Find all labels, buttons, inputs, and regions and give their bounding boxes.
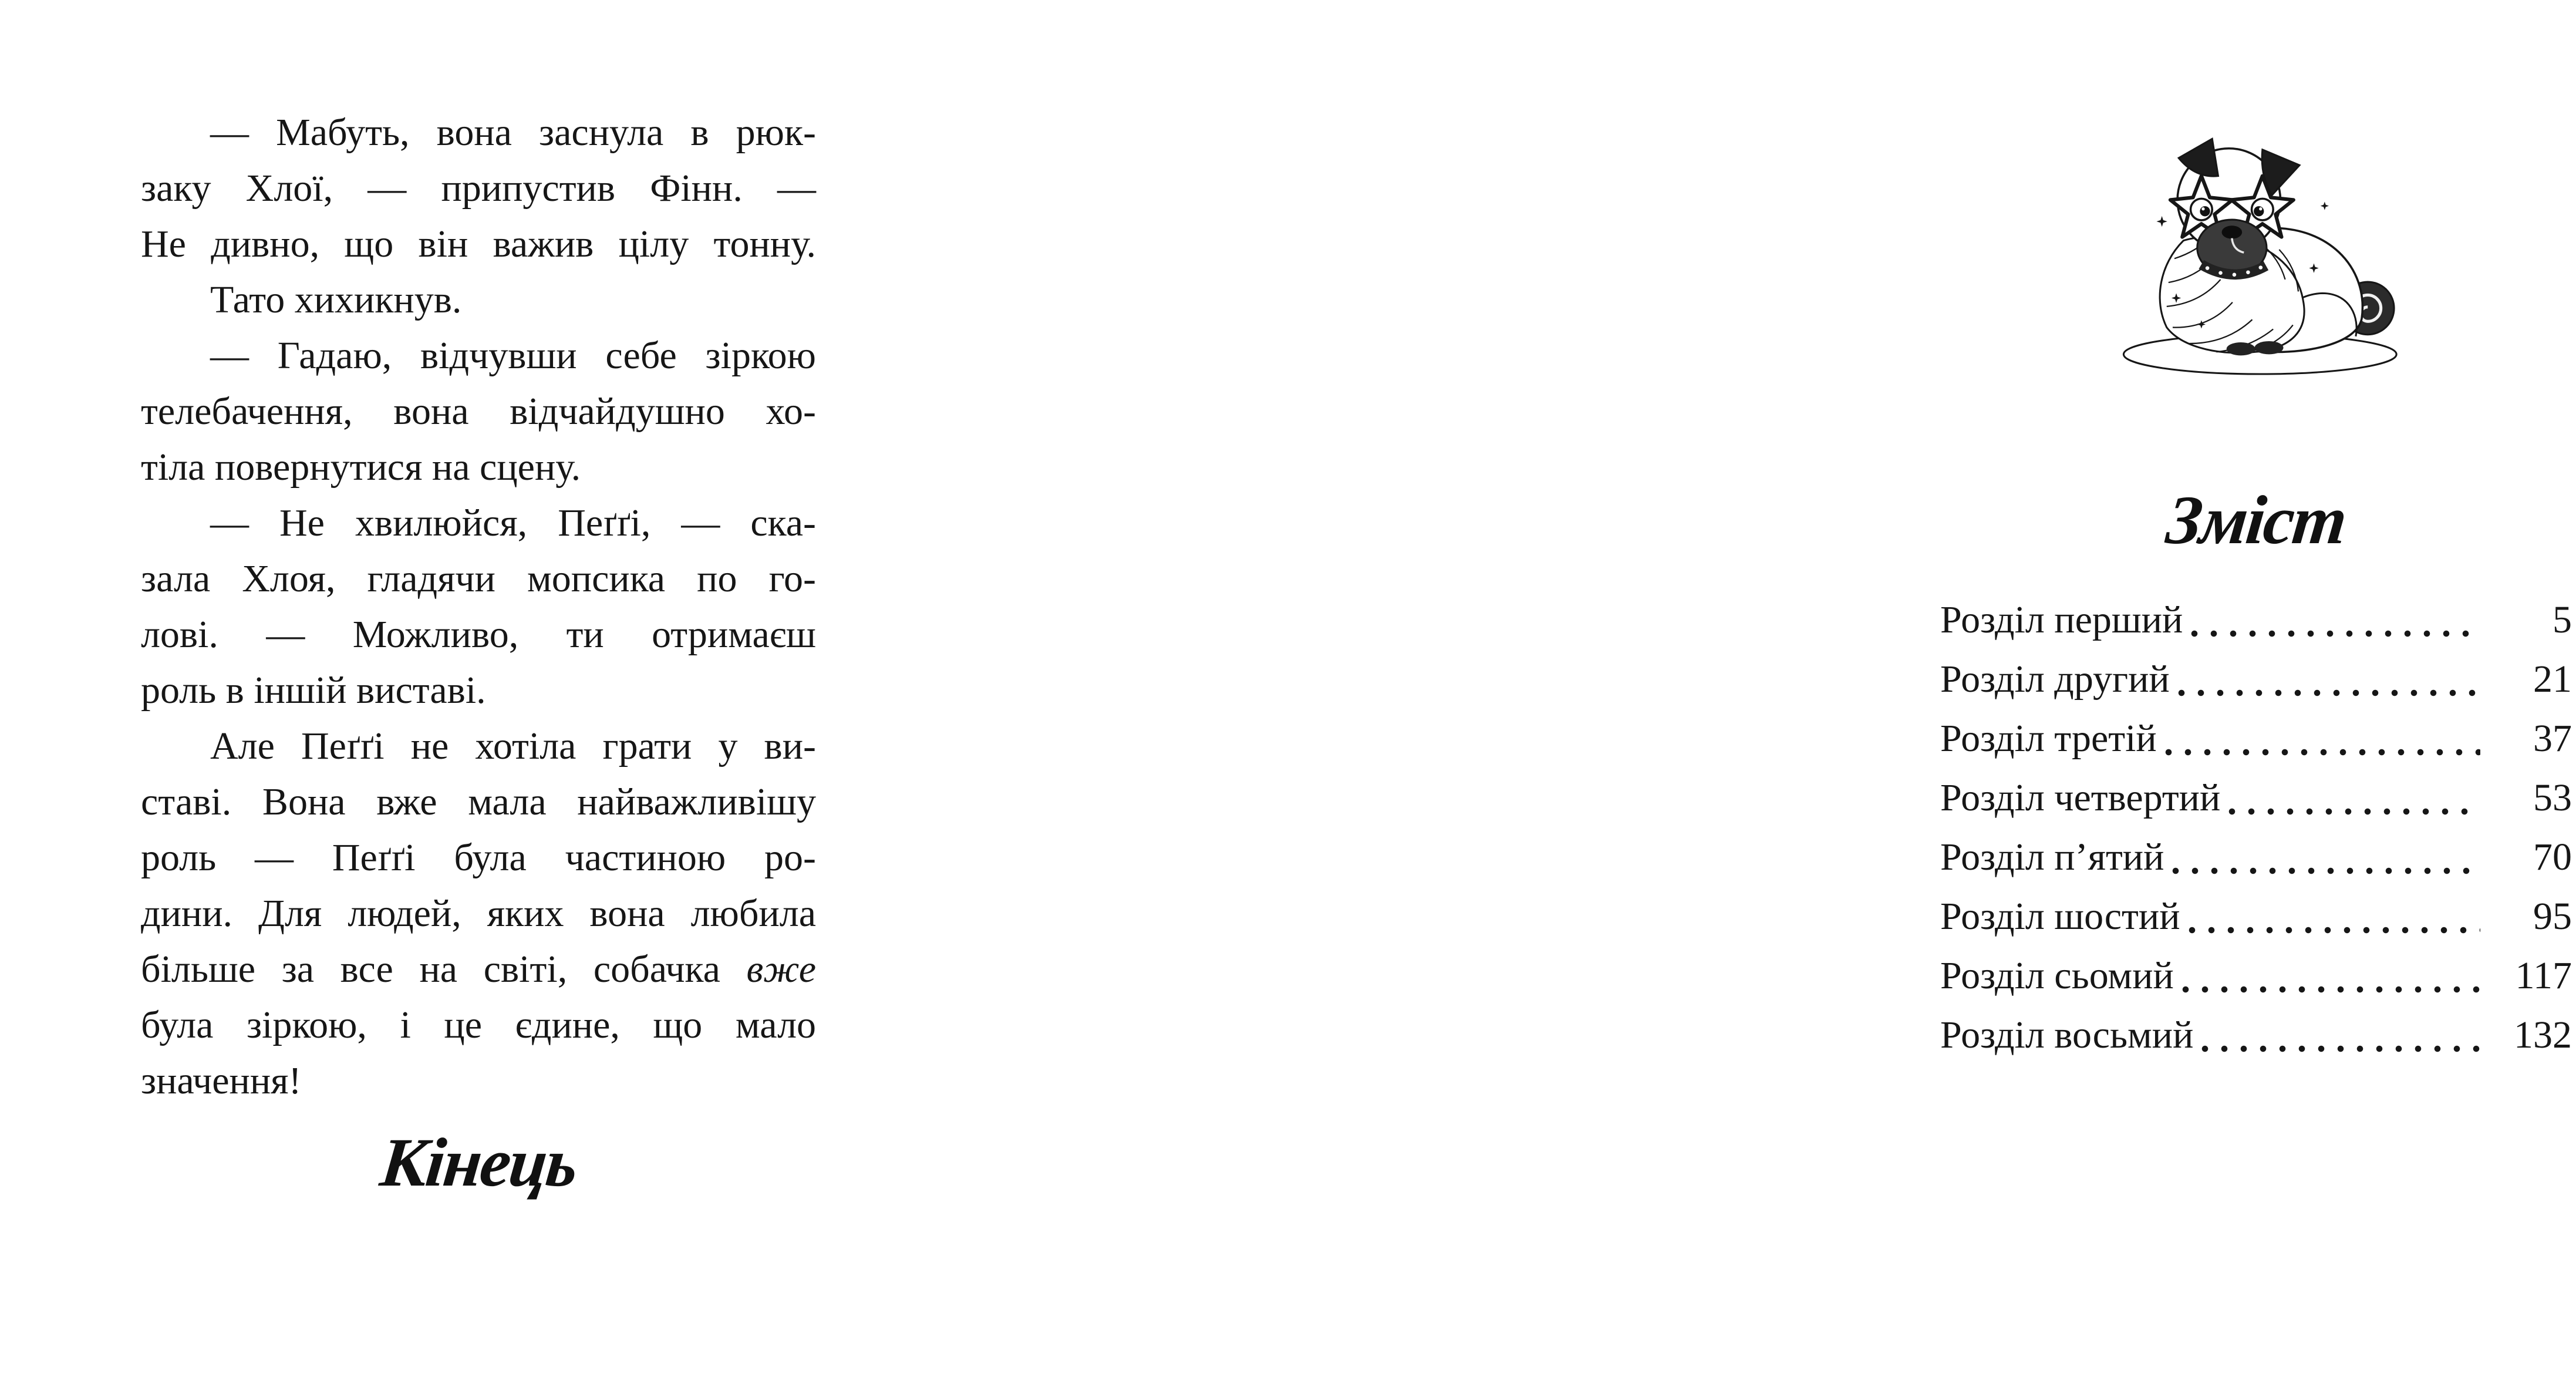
text-line-content: — Гадаю, відчувши себе зіркою <box>210 334 816 377</box>
text-line-content: заку Хлої, — припустив Фінн. — <box>141 167 816 210</box>
text-line-content: лові. — Можливо, ти отримаєш <box>141 613 816 656</box>
text-line-content: дини. Для людей, яких вона любила <box>141 892 816 935</box>
text-line-content: — Не хвилюйся, Пеґґі, — ска- <box>210 501 816 544</box>
pug-illustration <box>2112 120 2423 379</box>
toc-page-number: 70 <box>2533 836 2572 878</box>
text-line <box>141 830 816 886</box>
toc-row <box>1940 1005 2572 1065</box>
text-line-content: ставі. Вона вже мала найважливішу <box>141 780 816 823</box>
text-line-content: Але Пеґґі не хотіла грати у ви- <box>210 725 816 767</box>
toc-chapter-title: Розділ четвертий <box>1940 776 2221 819</box>
text-line-content: тіла повернутися на сцену. <box>141 446 581 489</box>
text-line-content: зала Хлоя, гладячи мопсика по го- <box>141 557 816 600</box>
text-line <box>141 607 816 662</box>
toc-chapter-title: Розділ сьомий <box>1940 954 2174 997</box>
text-line-content: роль — Пеґґі була частиною ро- <box>141 836 816 879</box>
italic-word: вже <box>746 948 816 991</box>
dot-leader <box>2201 1005 2480 1065</box>
pug-star-glasses-drawing <box>2112 120 2423 379</box>
text-line <box>141 997 816 1053</box>
toc-row <box>1940 887 2572 946</box>
toc-row <box>1940 590 2572 649</box>
right-page <box>901 0 2572 1387</box>
toc-chapter-title: Розділ восьмий <box>1940 1014 2194 1056</box>
dot-leader <box>2172 827 2480 887</box>
dot-leader <box>2191 590 2480 649</box>
toc-row <box>1940 709 2572 768</box>
text-line-content: була зіркою, і це єдине, що мало <box>141 1004 816 1046</box>
text-line <box>141 383 816 439</box>
text-line <box>141 662 816 718</box>
text-line-content: телебачення, вона відчайдушно хо- <box>141 390 816 433</box>
text-line <box>141 941 816 997</box>
text-line <box>141 272 816 328</box>
toc-page-number: 37 <box>2533 717 2572 760</box>
text-line <box>141 495 816 551</box>
text-line <box>141 216 816 272</box>
toc-chapter-title: Розділ п’ятий <box>1940 836 2164 878</box>
toc-row <box>1940 946 2572 1005</box>
table-of-contents <box>1940 590 2572 1065</box>
toc-page-number: 5 <box>2553 598 2572 641</box>
story-text-block <box>141 105 816 1109</box>
text-line-content: Не дивно, що він важив цілу тонну. <box>141 223 816 265</box>
text-line <box>141 1053 816 1109</box>
toc-page-number: 132 <box>2514 1014 2572 1056</box>
text-line <box>141 105 816 160</box>
toc-row <box>1940 768 2572 827</box>
text-line <box>141 328 816 383</box>
toc-chapter-title: Розділ шостий <box>1940 895 2180 938</box>
toc-page-number: 117 <box>2515 954 2572 997</box>
toc-page-number: 21 <box>2533 658 2572 701</box>
the-end-heading: Кінець <box>377 1124 581 1201</box>
toc-chapter-title: Розділ третій <box>1940 717 2157 760</box>
toc-row <box>1940 649 2572 709</box>
toc-page-number: 95 <box>2533 895 2572 938</box>
toc-heading: Зміст <box>2163 482 2349 558</box>
toc-page-number: 53 <box>2533 776 2572 819</box>
text-line-content: більше за все на світі, собачка <box>141 948 720 991</box>
text-line <box>141 551 816 607</box>
text-line-content: значення! <box>141 1059 302 1102</box>
text-line <box>141 886 816 941</box>
dot-leader <box>2178 649 2480 709</box>
text-line <box>141 774 816 830</box>
text-line <box>141 718 816 774</box>
toc-row <box>1940 827 2572 887</box>
text-line <box>141 439 816 495</box>
dot-leader <box>2182 946 2480 1005</box>
text-line-content: — Мабуть, вона заснула в рюк- <box>210 111 816 154</box>
dot-leader <box>2228 768 2480 827</box>
text-line <box>141 160 816 216</box>
toc-chapter-title: Розділ другий <box>1940 658 2170 701</box>
dot-leader <box>2189 887 2480 946</box>
text-line-content: роль в іншій виставі. <box>141 669 486 712</box>
left-page <box>0 0 901 1387</box>
dot-leader <box>2165 709 2480 768</box>
toc-chapter-title: Розділ перший <box>1940 598 2183 641</box>
text-line-content: Тато хихикнув. <box>210 278 462 321</box>
